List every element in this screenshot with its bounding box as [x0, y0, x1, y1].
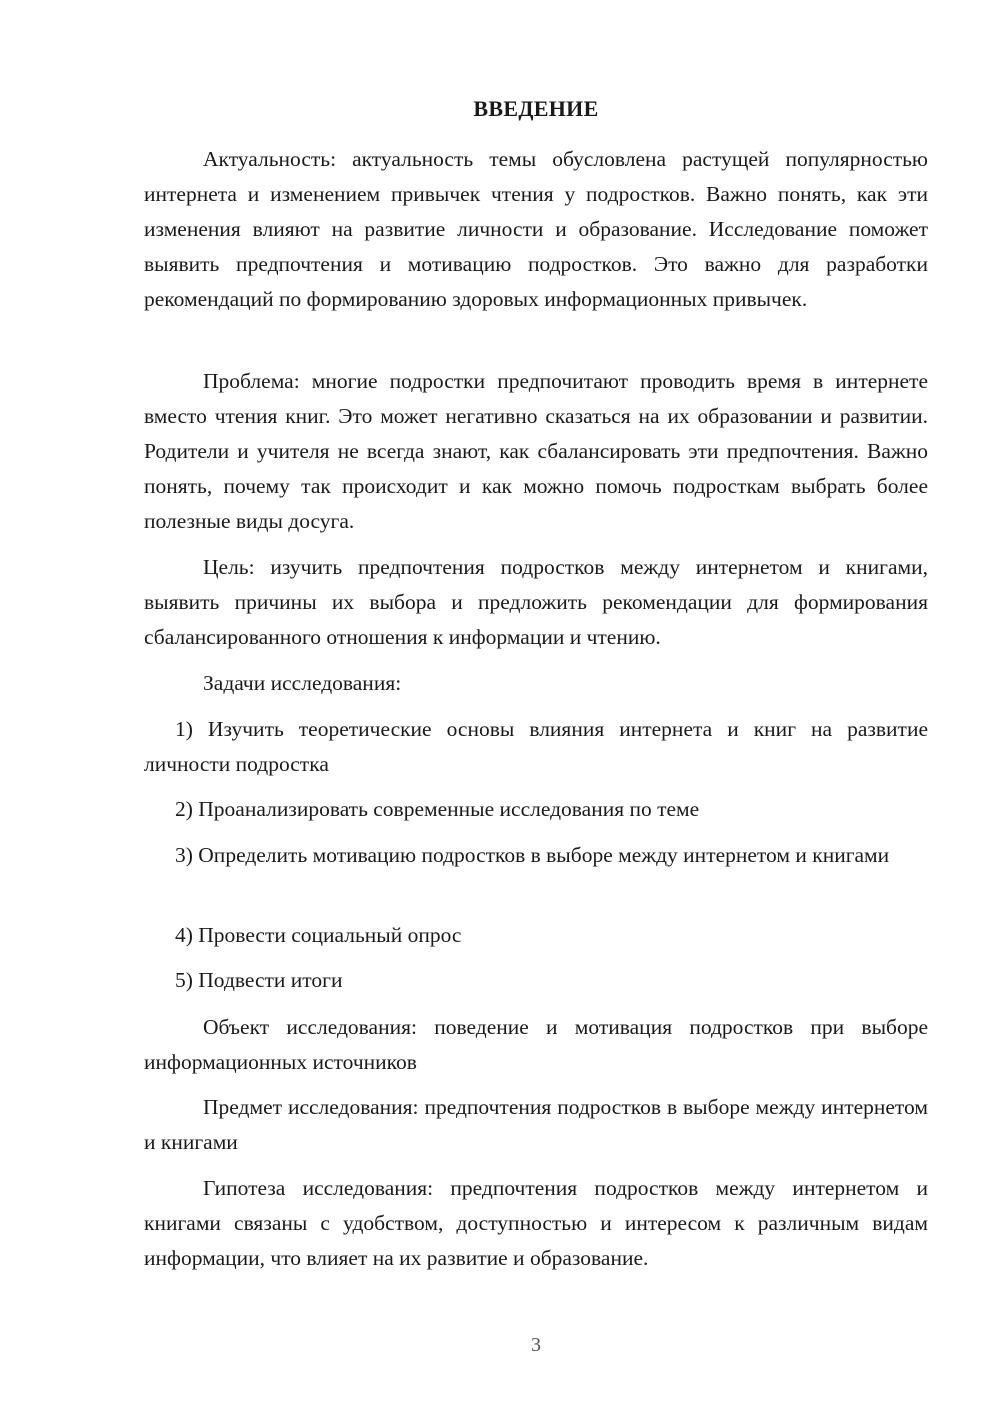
tasks-heading: Задачи исследования: — [203, 671, 402, 695]
task-item: 5) Подвести итоги — [175, 968, 343, 992]
relevance-paragraph: Актуальность: актуальность темы обусловлена растущей популярностью интернета и изменением привычек чтения у подростков. Важно понять, как эти изменения влияют на развитие личности и образование. Исследование поможет выявить предпочтения и мотивацию подростков. Это важно для разработки рекомендаций по формированию здоровых информационных привычек. — [144, 147, 928, 311]
task-item: 4) Провести социальный опрос — [175, 923, 462, 947]
hypothesis-paragraph: Гипотеза исследования: предпочтения подростков между интернетом и книгами связаны с удобством, доступностью и интересом к различным видам информации, что влияет на их развитие и образование. — [144, 1176, 928, 1270]
task-item: 3) Определить мотивацию подростков в выборе между интернетом и книгами — [175, 843, 890, 867]
goal-paragraph: Цель: изучить предпочтения подростков между интернетом и книгами, выявить причины их выбора и предложить рекомендации для формирования сбалансированного отношения к информации и чтению. — [144, 555, 928, 649]
task-item: 2) Проанализировать современные исследования по теме — [175, 797, 700, 821]
research-object-paragraph: Объект исследования: поведение и мотивация подростков при выборе информационных источников — [144, 1015, 928, 1074]
page-title: ВВЕДЕНИЕ — [473, 96, 599, 121]
task-item: 1) Изучить теоретические основы влияния интернета и книг на развитие личности подростка — [144, 717, 928, 776]
research-subject-paragraph: Предмет исследования: предпочтения подростков в выборе между интернетом и книгами — [144, 1095, 928, 1154]
page-number: 3 — [531, 1334, 541, 1356]
problem-paragraph: Проблема: многие подростки предпочитают проводить время в интернете вместо чтения книг. Это может негативно сказаться на их образовании и развитии. Родители и учителя не всегда знают, как сбалансировать эти предпочтения. Важно понять, почему так происходит и как можно помочь подросткам выбрать более полезные виды досуга. — [144, 369, 928, 533]
